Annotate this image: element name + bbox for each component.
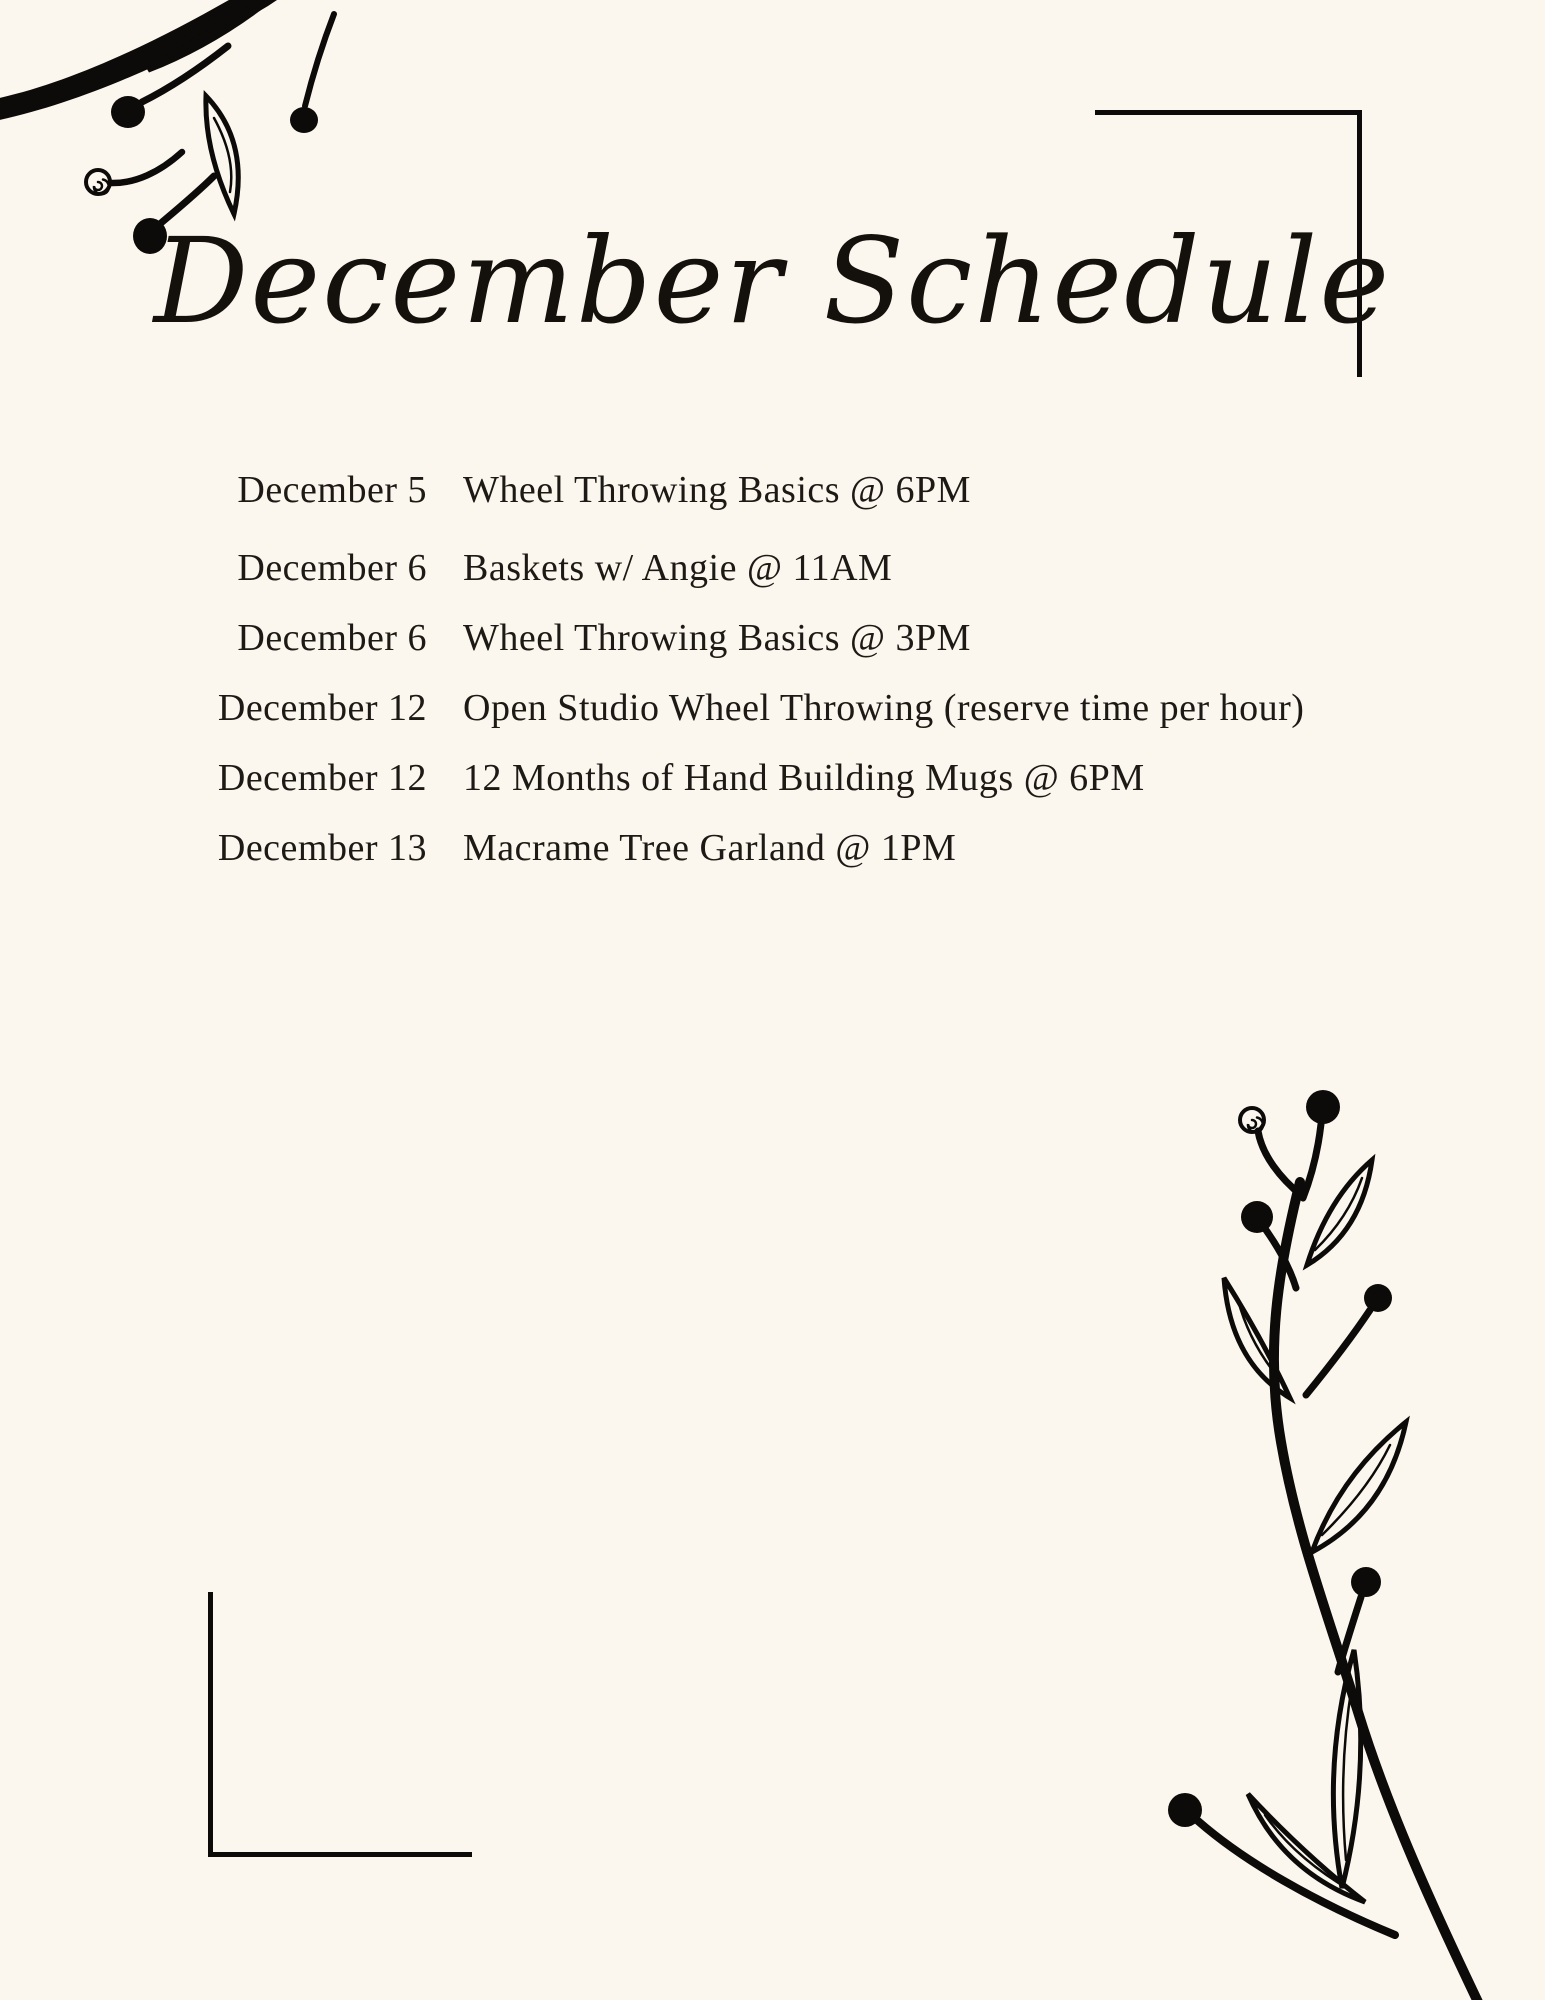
schedule-row — [180, 533, 1304, 603]
schedule-row — [180, 813, 1304, 883]
event-date: December 6 — [237, 617, 427, 659]
event-description: Wheel Throwing Basics @ 6PM — [463, 469, 971, 511]
event-date: December 12 — [217, 687, 427, 729]
event-description: 12 Months of Hand Building Mugs @ 6PM — [463, 757, 1145, 799]
schedule-list — [180, 455, 1304, 883]
schedule-row — [180, 743, 1304, 813]
event-description: Baskets w/ Angie @ 11AM — [463, 547, 893, 589]
corner-bracket-bottom-left — [208, 1592, 472, 1857]
event-date: December 12 — [217, 757, 427, 799]
schedule-row — [180, 455, 1304, 525]
event-description: Macrame Tree Garland @ 1PM — [463, 827, 957, 869]
schedule-row — [180, 673, 1304, 743]
botanical-branch-bottom-right-icon — [1100, 1050, 1520, 2000]
page-title: December Schedule — [153, 212, 1392, 350]
schedule-row — [180, 603, 1304, 673]
event-date: December 13 — [217, 827, 427, 869]
event-date: December 5 — [237, 469, 427, 511]
event-date: December 6 — [237, 547, 427, 589]
event-description: Wheel Throwing Basics @ 3PM — [463, 617, 971, 659]
event-description: Open Studio Wheel Throwing (reserve time per hour) — [463, 687, 1305, 729]
